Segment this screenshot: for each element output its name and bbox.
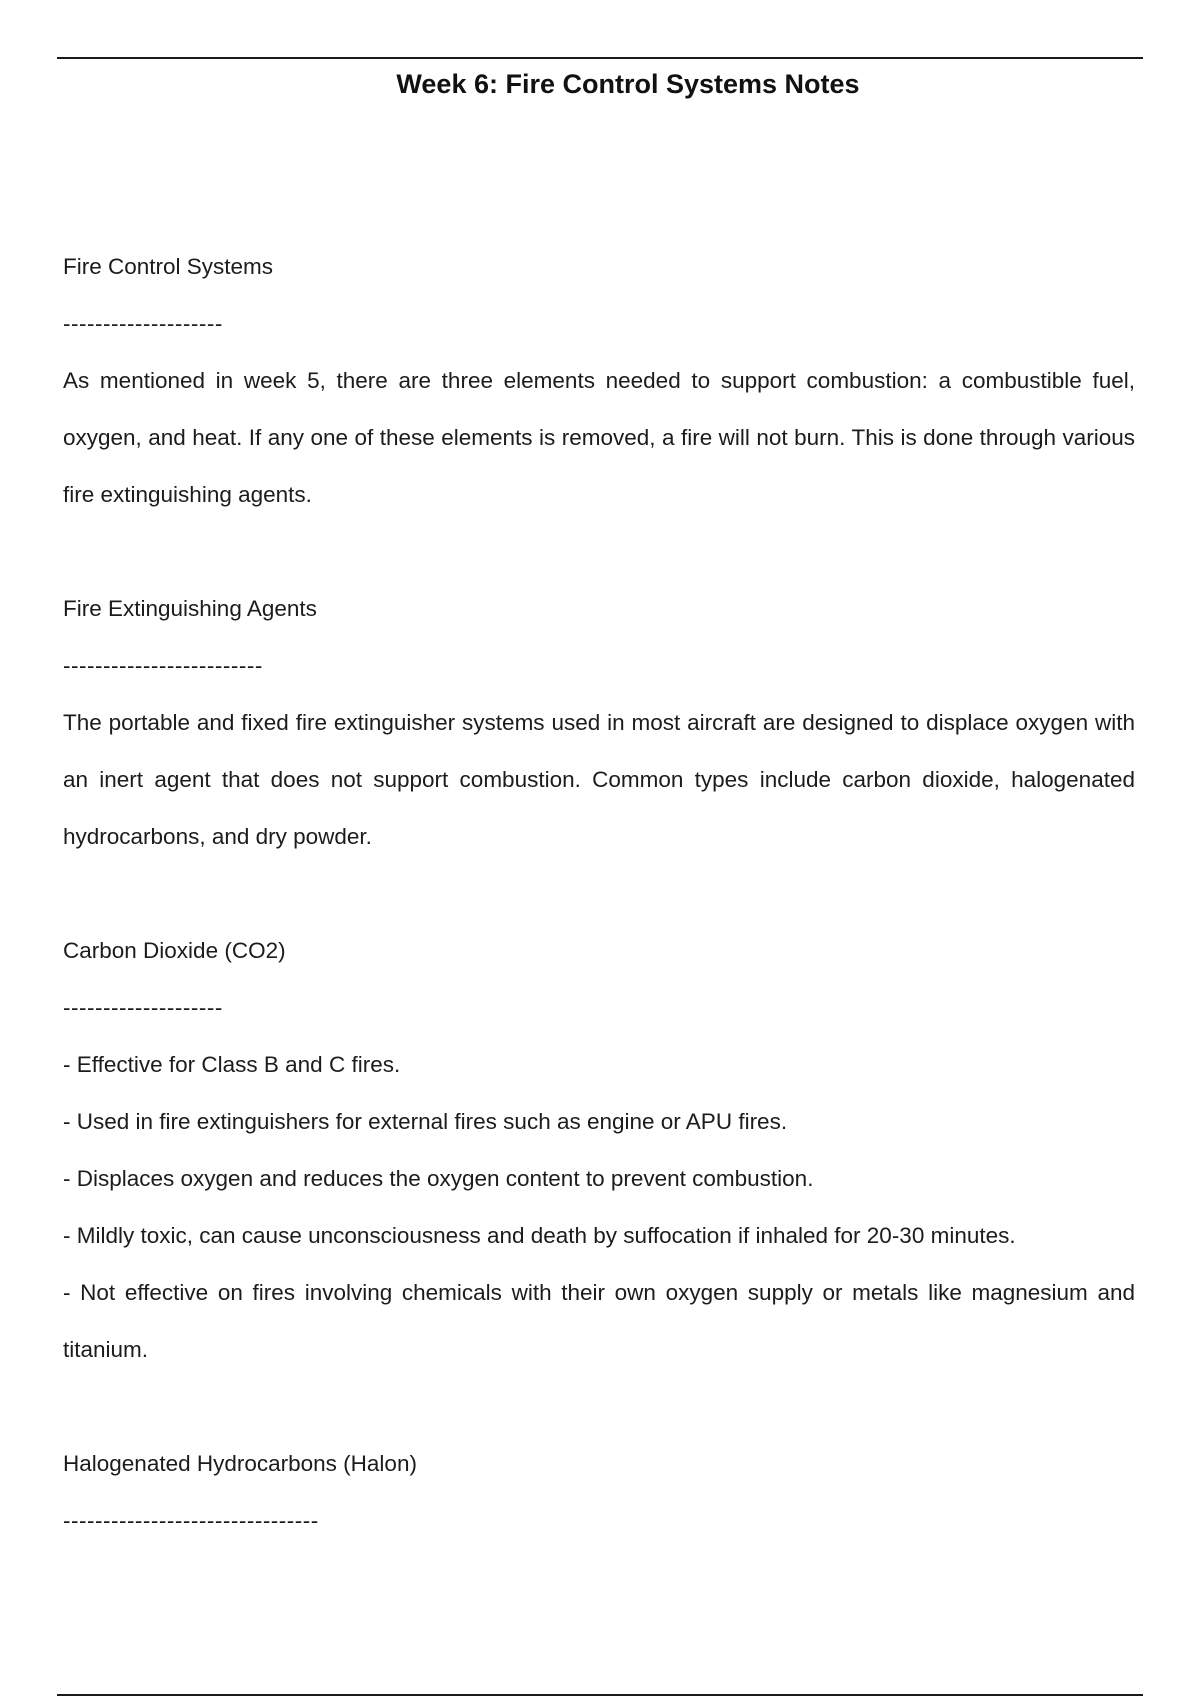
section-fire-control-systems [63, 238, 1135, 523]
section-halogenated-hydrocarbons [63, 1435, 1135, 1549]
section-fire-extinguishing-agents [63, 580, 1135, 865]
bullet-item: - Mildly toxic, can cause unconsciousness and death by suffocation if inhaled for 20-30 minutes. [63, 1223, 1016, 1248]
document-body [63, 238, 1135, 1549]
section-heading: Carbon Dioxide (CO2) [63, 938, 286, 963]
bullet-item: - Not effective on fires involving chemicals with their own oxygen supply or metals like magnesium and titanium. [63, 1280, 1135, 1362]
heading-underline: -------------------------------- [63, 1508, 319, 1533]
section-paragraph: As mentioned in week 5, there are three elements needed to support combustion: a combustible fuel, oxygen, and heat. If any one of these elements is removed, a fire will not burn. This is done through various fire extinguishing agents. [63, 368, 1135, 507]
heading-underline: -------------------- [63, 995, 223, 1020]
bullet-item: - Effective for Class B and C fires. [63, 1052, 401, 1077]
section-heading: Halogenated Hydrocarbons (Halon) [63, 1451, 417, 1476]
section-paragraph: The portable and fixed fire extinguisher systems used in most aircraft are designed to displace oxygen with an inert agent that does not support combustion. Common types include carbon dioxide, halogenated hydrocarbons, and dry powder. [63, 710, 1135, 849]
spacer [63, 523, 1135, 580]
section-heading: Fire Extinguishing Agents [63, 596, 317, 621]
document-title: Week 6: Fire Control Systems Notes [396, 69, 860, 99]
top-rule [57, 57, 1143, 59]
heading-underline: -------------------- [63, 311, 223, 336]
section-heading: Fire Control Systems [63, 254, 274, 279]
section-carbon-dioxide [63, 922, 1135, 1378]
bullet-item: - Used in fire extinguishers for external fires such as engine or APU fires. [63, 1109, 788, 1134]
heading-underline: ------------------------- [63, 653, 263, 678]
bullet-item: - Displaces oxygen and reduces the oxygen content to prevent combustion. [63, 1166, 814, 1191]
spacer [63, 1378, 1135, 1435]
spacer [63, 865, 1135, 922]
bottom-rule [57, 1694, 1143, 1696]
